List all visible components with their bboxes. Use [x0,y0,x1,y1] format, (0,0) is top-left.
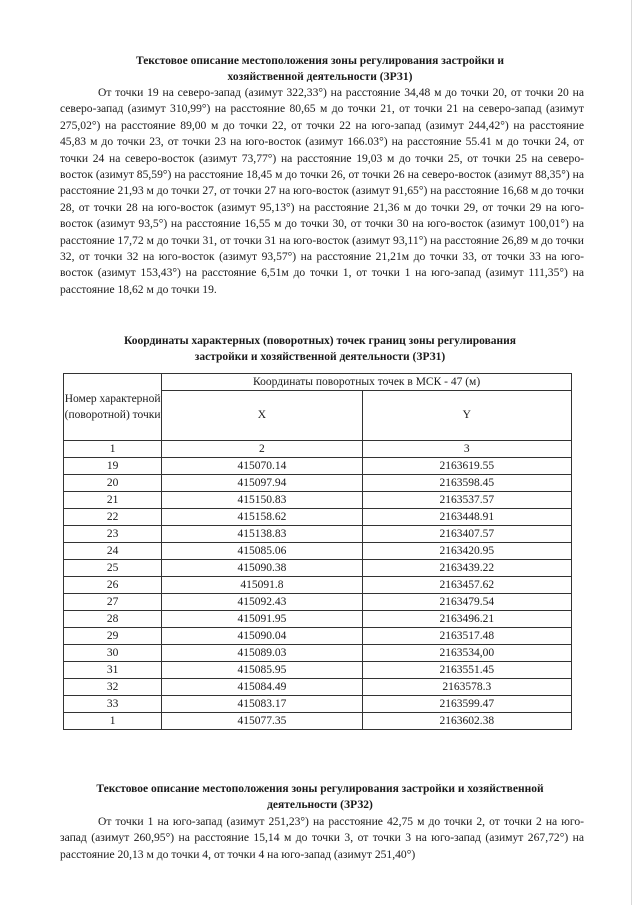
y-coordinate-cell: 2163420.95 [362,543,571,560]
section2-heading-line2: деятельности (ЗРЗ2) [267,799,373,811]
point-number-cell: 29 [64,628,162,645]
point-number-cell: 23 [64,526,162,543]
section1-heading-line2: хозяйственной деятельности (ЗРЗ1) [227,71,413,83]
column-number-1: 1 [64,441,162,458]
x-coordinate-cell: 415090.04 [162,628,362,645]
point-number-cell: 32 [64,679,162,696]
table-row [64,594,572,611]
point-number-cell: 25 [64,560,162,577]
x-coordinate-cell: 415090.38 [162,560,362,577]
section1-paragraph: От точки 19 на северо-запад (азимут 322,33°) на расстояние 34,48 м до точки 20, от точки 20 на северо-запад (азимут 310,99°) на расстояние 80,65 м до точки 21, от точки 21 на северо-запад (азимут 275,02°) на расстояние 89,00 м до точки 22, от точки 22 на юго-запад (азимут 244,42°) на расстояние 45,83 м до точки 23, от точки 23 на юго-восток (азимут 166.03°) на расстояние 55.41 м до точки 24, от точки 24 на северо-восток (азимут 73,77°) на расстояние 19,03 м до точки 25, от точки 25 на северо-восток (азимут 85,59°) на расстояние 18,45 м до точки 26, от точки 26 на северо-восток (азимут 88,35°) на расстояние 21,93 м до точки 27, от точки 27 на юго-восток (азимут 91,65°) на расстояние 16,68 м до точки 28, от точки 28 на юго-восток (азимут 95,13°) на расстояние 21,36 м до точки 29, от точки 29 на юго-восток (азимут 93,5°) на расстояние 16,55 м до точки 30, от точки 30 на юго-восток (азимут 100,01°) на расстояние 17,72 м до точки 31, от точки 31 на юго-восток (азимут 93,11°) на расстояние 26,89 м до точки 32, от точки 32 на юго-восток (азимут 93,57°) на расстояние 21,21м до точки 33, от точки 33 на юго-восток (азимут 153,43°) на расстояние 6,51м до точки 1, от точки 1 на юго-запад (азимут 111,35°) на расстояние 18,62 м до точки 19. [60,86,584,296]
x-coordinate-cell: 415077.35 [162,713,362,730]
column-number-3: 3 [362,441,571,458]
point-number-cell: 21 [64,492,162,509]
x-coordinate-cell: 415085.95 [162,662,362,679]
table-row [64,662,572,679]
y-coordinate-cell: 2163496.21 [362,611,571,628]
section2-heading-line1: Текстовое описание местоположения зоны регулирования застройки и хозяйственной [96,783,544,795]
table-row [64,611,572,628]
x-coordinate-cell: 415084.49 [162,679,362,696]
y-coordinate-cell: 2163448.91 [362,509,571,526]
x-coordinate-cell: 415083.17 [162,696,362,713]
y-coordinate-cell: 2163439.22 [362,560,571,577]
table-row [64,509,572,526]
point-number-cell: 31 [64,662,162,679]
y-coordinate-cell: 2163537.57 [362,492,571,509]
table-row [64,628,572,645]
point-number-cell: 20 [64,475,162,492]
point-number-cell: 28 [64,611,162,628]
section1-heading [60,53,580,85]
table-row [64,475,572,492]
point-number-cell: 22 [64,509,162,526]
table-row [64,645,572,662]
table-heading-line1: Координаты характерных (поворотных) точек границ зоны регулирования [123,335,517,347]
x-coordinate-cell: 415089.03 [162,645,362,662]
coordinates-header: Координаты поворотных точек в МСК - 47 (м) [162,374,572,391]
page-edge-shadow [631,0,632,905]
x-coordinate-cell: 415091.8 [162,577,362,594]
table-column-number-row [64,441,572,458]
section2-paragraph: От точки 1 на юго-запад (азимут 251,23°) на расстояние 42,75 м до точки 2, от точки 2 на юго-запад (азимут 260,95°) на расстояние 15,14 м до точки 3, от точки 3 на юго-запад (азимут 267,72°) на расстояние 20,13 м до точки 4, от точки 4 на юго-запад (азимут 251,40°) [60,815,584,861]
table-row [64,543,572,560]
point-number-cell: 24 [64,543,162,560]
table-row [64,458,572,475]
point-number-header: Номер характерной (поворотной) точки [64,374,162,441]
y-coordinate-cell: 2163479.54 [362,594,571,611]
x-coordinate-cell: 415158.62 [162,509,362,526]
table-row [64,560,572,577]
y-coordinate-cell: 2163598.45 [362,475,571,492]
table-row [64,577,572,594]
x-coordinate-cell: 415070.14 [162,458,362,475]
table-heading [60,333,580,365]
section1-heading-line1: Текстовое описание местоположения зоны регулирования застройки и [135,55,505,67]
y-coordinate-cell: 2163517.48 [362,628,571,645]
point-number-cell: 30 [64,645,162,662]
point-number-cell: 19 [64,458,162,475]
table-header-row [64,374,572,391]
x-coordinate-cell: 415150.83 [162,492,362,509]
x-header: X [162,391,362,441]
x-coordinate-cell: 415091.95 [162,611,362,628]
x-coordinate-cell: 415138.83 [162,526,362,543]
table-heading-line2: застройки и хозяйственной деятельности (ЗРЗ1) [194,351,446,363]
x-coordinate-cell: 415085.06 [162,543,362,560]
y-coordinate-cell: 2163578.3 [362,679,571,696]
table-row [64,526,572,543]
point-number-cell: 33 [64,696,162,713]
table-row [64,696,572,713]
y-coordinate-cell: 2163534,00 [362,645,571,662]
y-header: Y [362,391,571,441]
x-coordinate-cell: 415097.94 [162,475,362,492]
table-row [64,679,572,696]
table-row [64,713,572,730]
y-coordinate-cell: 2163602.38 [362,713,571,730]
coordinates-table [63,373,572,730]
point-number-cell: 27 [64,594,162,611]
y-coordinate-cell: 2163551.45 [362,662,571,679]
point-number-cell: 26 [64,577,162,594]
y-coordinate-cell: 2163599.47 [362,696,571,713]
table-row [64,492,572,509]
section2-heading [56,781,584,813]
column-number-2: 2 [162,441,362,458]
y-coordinate-cell: 2163407.57 [362,526,571,543]
y-coordinate-cell: 2163619.55 [362,458,571,475]
y-coordinate-cell: 2163457.62 [362,577,571,594]
point-number-cell: 1 [64,713,162,730]
x-coordinate-cell: 415092.43 [162,594,362,611]
